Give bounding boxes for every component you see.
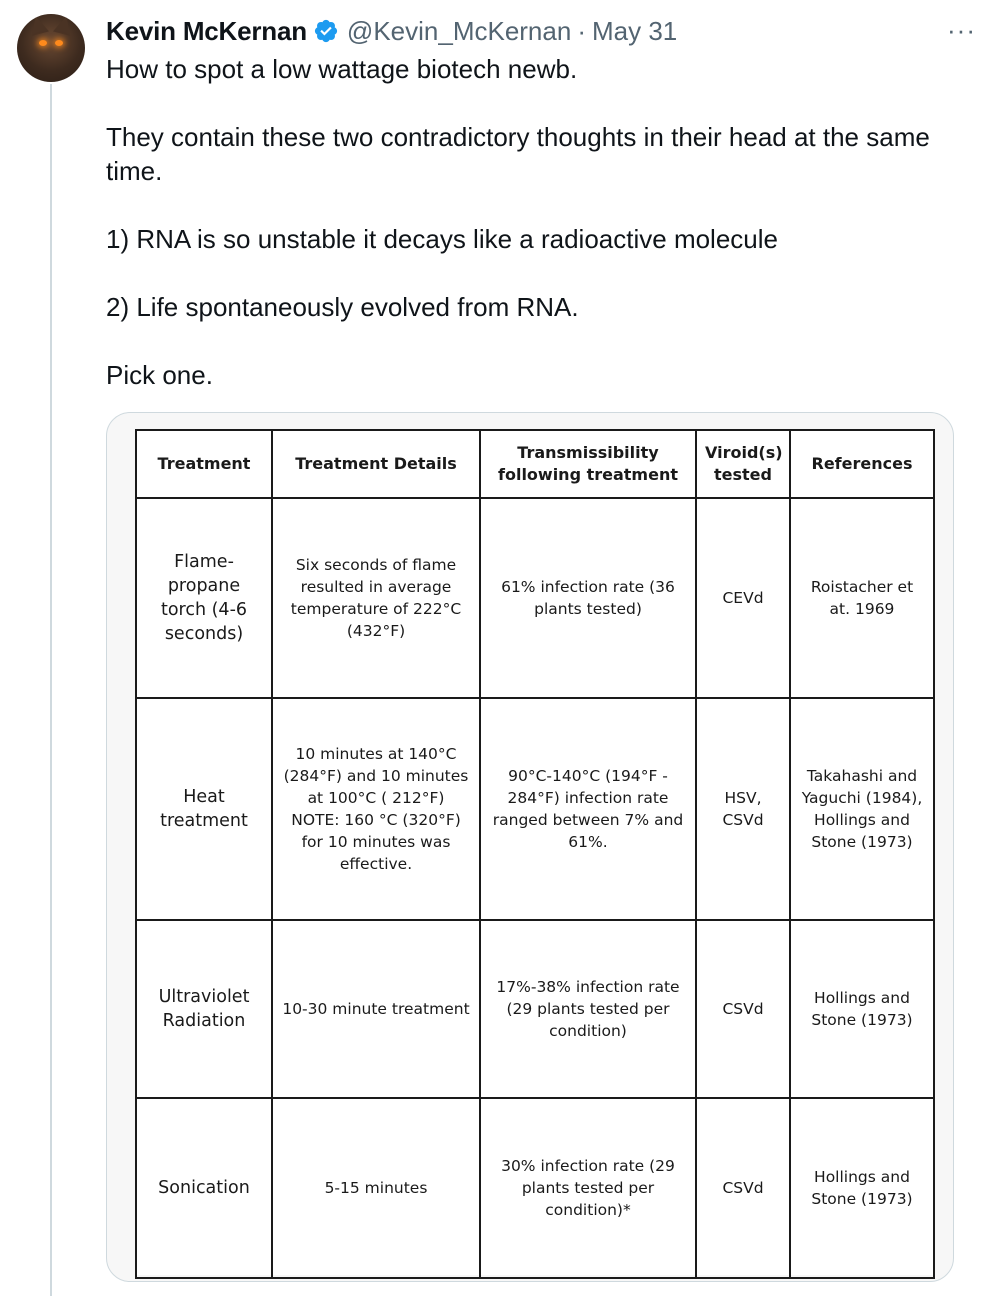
avatar-eye-right — [55, 40, 63, 46]
table-cell: CEVd — [696, 498, 790, 698]
tweet-text — [106, 52, 976, 392]
tweet-media-image[interactable] — [106, 412, 954, 1282]
table-cell: Roistacher et at. 1969 — [790, 498, 934, 698]
table-cell: 10-30 minute treatment — [272, 920, 480, 1098]
avatar-ear-left — [27, 14, 49, 36]
tweet-paragraph: 2) Life spontaneously evolved from RNA. — [106, 292, 579, 322]
tweet-paragraph: How to spot a low wattage biotech newb. — [106, 54, 578, 84]
table-header-cell: References — [790, 430, 934, 498]
separator-dot: · — [577, 15, 586, 46]
tweet-header — [106, 14, 677, 48]
table-cell: 61% infection rate (36 plants tested) — [480, 498, 696, 698]
table-header-row — [136, 430, 934, 498]
display-name[interactable]: Kevin McKernan — [106, 15, 307, 46]
table-cell: 10 minutes at 140°C (284°F) and 10 minutes at 100°C ( 212°F) NOTE: 160 °C (320°F) for 10 minutes was effective. — [272, 698, 480, 920]
avatar-ear-right — [53, 14, 75, 36]
table-cell: 90°C-140°C (194°F - 284°F) infection rate ranged between 7% and 61%. — [480, 698, 696, 920]
table-cell: Takahashi and Yaguchi (1984), Hollings and Stone (1973) — [790, 698, 934, 920]
tweet-paragraph: Pick one. — [106, 360, 213, 390]
avatar-eye-left — [39, 40, 47, 46]
table-row — [136, 920, 934, 1098]
verified-badge-icon[interactable] — [313, 18, 339, 44]
table-header-cell: Treatment Details — [272, 430, 480, 498]
table-cell: HSV, CSVd — [696, 698, 790, 920]
avatar[interactable] — [17, 14, 85, 82]
handle[interactable]: @Kevin_McKernan — [346, 15, 572, 46]
table-cell: Hollings and Stone (1973) — [790, 920, 934, 1098]
table-cell: 5-15 minutes — [272, 1098, 480, 1278]
table-cell: Hollings and Stone (1973) — [790, 1098, 934, 1278]
table-row — [136, 498, 934, 698]
table-cell: CSVd — [696, 1098, 790, 1278]
tweet-date[interactable]: May 31 — [591, 15, 678, 46]
table-cell: Heat treatment — [136, 698, 272, 920]
table-cell: Sonication — [136, 1098, 272, 1278]
tweet-paragraph: 1) RNA is so unstable it decays like a radioactive molecule — [106, 224, 778, 254]
table-row — [136, 698, 934, 920]
thread-line — [50, 84, 52, 1296]
table-header-cell: Viroid(s) tested — [696, 430, 790, 498]
table-cell: 17%-38% infection rate (29 plants tested per condition) — [480, 920, 696, 1098]
more-horizontal-icon[interactable]: ··· — [947, 15, 976, 45]
table-cell: CSVd — [696, 920, 790, 1098]
table-header-cell: Treatment — [136, 430, 272, 498]
table-cell: 30% infection rate (29 plants tested per condition)* — [480, 1098, 696, 1278]
table-cell: Flame-propane torch (4-6 seconds) — [136, 498, 272, 698]
table-cell: Ultraviolet Radiation — [136, 920, 272, 1098]
tweet-paragraph: They contain these two contradictory thoughts in their head at the same time. — [106, 122, 930, 186]
table-header-cell: Transmissibility following treatment — [480, 430, 696, 498]
table-row — [136, 1098, 934, 1278]
media-image-content — [135, 429, 933, 1275]
table-cell: Six seconds of flame resulted in average temperature of 222°C (432°F) — [272, 498, 480, 698]
data-table — [135, 429, 935, 1279]
